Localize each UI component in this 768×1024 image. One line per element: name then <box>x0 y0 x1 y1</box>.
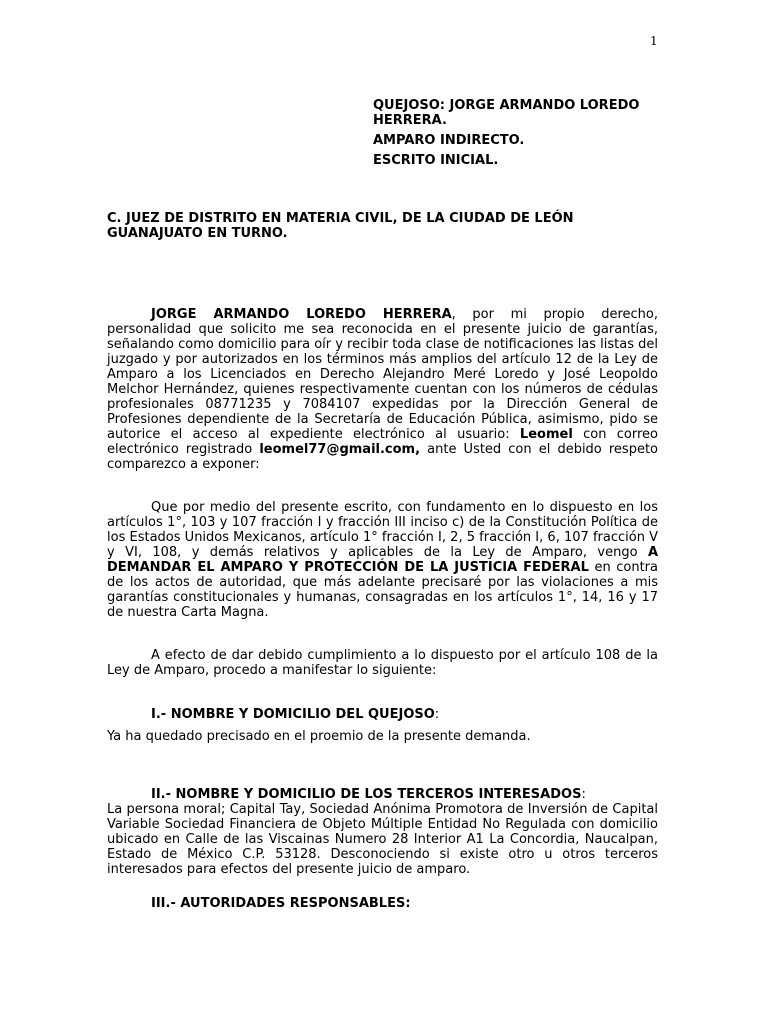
section-2-heading <box>107 787 658 802</box>
case-header <box>373 98 673 173</box>
section-2-colon: : <box>581 787 586 802</box>
electronic-user: Leomel <box>519 427 573 442</box>
demand-text-1: Que por medio del presente escrito, con fundamento en lo dispuesto en los artículos 1°, 103 y 107 fracción I y fracción III inciso c) de la Constitución Política de los Estados Unidos Mexicanos, artículo 1° fracción I, 2, 5 fracción I, 6, 107 fracción V y VI, 108, y demás relativos y aplicables de la Ley de Amparo, vengo <box>107 500 658 560</box>
paragraph-demand <box>107 500 658 620</box>
demand-text-2: en contra de los actos de autoridad, que más adelante precisaré por las violaciones a mis garantías constitucionales y humanas, consagradas en los artículos 1°, 14, 16 y 17 de nuestra Carta Magna. <box>107 560 658 620</box>
introduction-text-1: , por mi propio derecho, personalidad que solicito me sea reconocida en el presente juicio de garantías, señalando como domicilio para oír y recibir toda clase de notificaciones las listas del juzgado y por autorizados en los términos más amplios del artículo 12 de la Ley de Amparo a los Licenciados en Derecho Alejandro Meré Loredo y José Leopoldo Melchor Hernández, quienes respectivamente cuentan con los números de cédulas profesionales 08771235 y 7084107 expedidas por la Dirección General de Profesiones dependiente de la Secretaría de Educación Pública, asimismo, pido se autorice el acceso al expediente electrónico al usuario: <box>107 307 659 442</box>
paragraph-compliance: A efecto de dar debido cumplimiento a lo dispuesto por el artículo 108 de la Ley de Amparo, procedo a manifestar lo siguiente: <box>107 648 658 678</box>
section-2-text: La persona moral; Capital Tay, Sociedad Anónima Promotora de Inversión de Capital Variable Sociedad Financiera de Objeto Múltiple Entidad No Regulada con domicilio ubicado en Calle de las Viscainas Numero 28 Interior A1 La Concordia, Naucalpan, Estado de México C.P. 53128. Desconociendo si existe otro u otros terceros interesados para efectos del presente juicio de amparo. <box>107 802 658 877</box>
demand-bold-text: A DEMANDAR EL AMPARO Y PROTECCIÓN DE LA JUSTICIA FEDERAL <box>107 545 658 575</box>
court-address: C. JUEZ DE DISTRITO EN MATERIA CIVIL, DE LA CIUDAD DE LEÓN GUANAJUATO EN TURNO. <box>107 211 574 241</box>
section-3-heading: III.- AUTORIDADES RESPONSABLES: <box>151 896 411 911</box>
quejoso-line: QUEJOSO: JORGE ARMANDO LOREDO HERRERA. <box>373 98 640 128</box>
escrito-line: ESCRITO INICIAL. <box>373 153 499 168</box>
plaintiff-name: JORGE ARMANDO LOREDO HERRERA <box>151 307 452 322</box>
email-address: leomel77@gmail.com, <box>259 442 421 457</box>
introduction-text-3: ante Usted con el debido respeto comparezco a exponer: <box>107 442 658 472</box>
section-1-text: Ya ha quedado precisado en el proemio de la presente demanda. <box>107 729 531 744</box>
document-body <box>107 211 658 911</box>
introduction-text-2: con correo electrónico registrado <box>107 427 658 457</box>
section-2-title: II.- NOMBRE Y DOMICILIO DE LOS TERCEROS INTERESADOS <box>151 787 582 802</box>
paragraph-introduction <box>107 307 658 472</box>
section-1-title: I.- NOMBRE Y DOMICILIO DEL QUEJOSO <box>151 707 435 722</box>
amparo-type-line: AMPARO INDIRECTO. <box>373 133 525 148</box>
page-number: 1 <box>650 34 658 48</box>
section-1-heading <box>107 707 658 722</box>
section-1-colon: : <box>434 707 440 722</box>
